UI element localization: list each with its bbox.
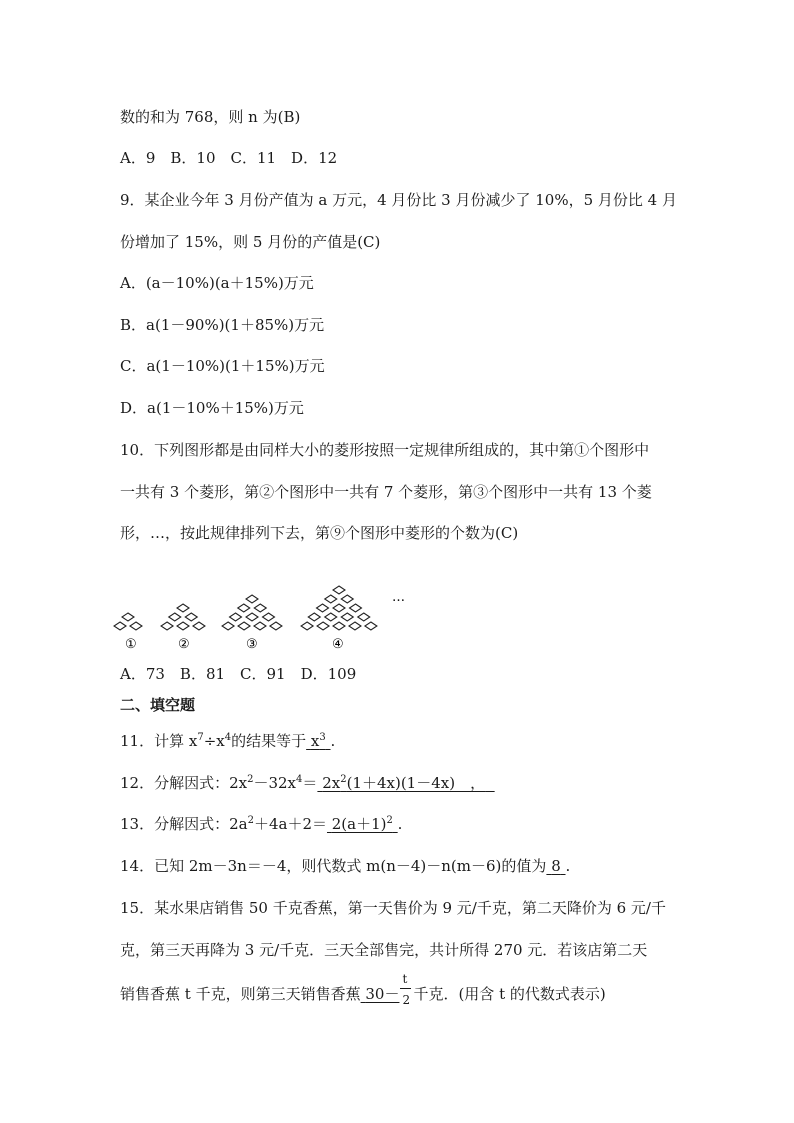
rhombus-fig2: [161, 622, 173, 630]
q15-answer: 30－ $\frac{t}{2}$: [361, 985, 414, 1003]
rhombus-fig3: [246, 595, 258, 603]
q9-option-a: A．(a－10%)(a＋15%)万元: [120, 274, 314, 292]
rhombus-fig4: [350, 604, 362, 612]
rhombus-fig4: [317, 622, 329, 630]
rhombus-fig4: [341, 595, 353, 603]
q10-line3: 形，…，按此规律排列下去，第⑨个图形中菱形的个数为(C): [120, 524, 519, 542]
rhombus-fig2: [185, 613, 197, 621]
figure-label-3: ③: [246, 637, 258, 652]
question-13: 13．分解因式：$2a^2+4a+2= 2(a+1)^2$ .: [120, 815, 403, 833]
rhombus-fig3: [246, 613, 258, 621]
q11-exp1: 7: [197, 732, 204, 743]
question-12: 12．分解因式：$2x^2-32x^4= 2x^2(1+4x)(1-4x)$ ，: [120, 773, 495, 793]
rhombus-fig1: [122, 613, 134, 621]
q13-answer: $2(a+1)^2$: [331, 815, 393, 833]
rhombus-fig4: [358, 613, 370, 621]
q12-answer: $2x^2(1+4x)(1-4x)$ ，: [322, 774, 486, 792]
q11-answer: $x^3$: [310, 732, 326, 750]
q14-answer: 8: [551, 857, 561, 875]
rhombus-fig4: [333, 586, 345, 594]
q8-options: A．9 B．10 C．11 D．12: [120, 149, 338, 167]
q9-option-d: D．a(1－10%＋15%)万元: [120, 399, 304, 417]
rhombus-fig3: [254, 622, 266, 630]
rhombus-fig4: [325, 613, 337, 621]
rhombus-fig4: [333, 622, 345, 630]
q9-line1: 9．某企业今年 3 月份产值为 a 万元，4 月份比 3 月份减少了 10%，5 月份比 4 月: [120, 191, 677, 209]
q11-exp2: 4: [224, 732, 232, 743]
rhombus-fig4: [325, 595, 337, 603]
rhombus-fig1: [114, 622, 126, 630]
rhombus-fig4: [341, 613, 353, 621]
rhombus-fig2: [169, 613, 181, 621]
rhombus-fig4: [301, 622, 313, 630]
rhombus-fig3: [238, 622, 250, 630]
q10-line2: 一共有 3 个菱形，第②个图形中一共有 7 个菱形，第③个图形中一共有 13 个菱: [120, 483, 652, 501]
rhombus-fig3: [222, 622, 234, 630]
q15-line3: 销售香蕉 t 千克，则第三天销售香蕉 30－ $\frac{t}{2}$ 千克．(用含 t 的代数式表示): [120, 972, 606, 1007]
question-14: 14．已知 2m－3n＝－4，则代数式 m(n－4)－n(m－6)的值为 8 .: [120, 857, 571, 875]
q11-tail: 的结果等于: [231, 732, 307, 750]
rhombus-fig4: [317, 604, 329, 612]
q10-line1: 10．下列图形都是由同样大小的菱形按照一定规律所组成的，其中第①个图形中: [120, 441, 650, 459]
figure-label-1: ①: [125, 637, 137, 652]
rhombus-fig3: [270, 622, 282, 630]
rhombus-fig3: [238, 604, 250, 612]
q11-mid: ÷x: [203, 732, 225, 750]
q10-options: A．73 B．81 C．91 D．109: [120, 665, 357, 683]
q9-option-b: B．a(1－90%)(1＋85%)万元: [120, 316, 325, 334]
q9-line2: 份增加了 15%，则 5 月份的产值是(C): [120, 233, 381, 251]
rhombus-fig2: [193, 622, 205, 630]
q15-fraction: $\frac{t}{2}$: [402, 972, 411, 1007]
rhombus-fig4: [333, 604, 345, 612]
rhombus-pattern-figure: [112, 557, 412, 653]
q8-stem: 数的和为 768，则 n 为(B): [120, 108, 301, 126]
q15-line1: 15．某水果店销售 50 千克香蕉，第一天售价为 9 元/千克，第二天降价为 6 元/千: [120, 899, 666, 917]
rhombus-fig3: [263, 613, 275, 621]
rhombus-fig3: [254, 604, 266, 612]
rhombus-fig2: [177, 622, 189, 630]
figure-ellipsis: …: [392, 590, 405, 605]
rhombus-fig1: [130, 622, 142, 630]
q9-option-c: C．a(1－10%)(1＋15%)万元: [120, 357, 325, 375]
rhombus-fig3: [230, 613, 242, 621]
rhombus-fig4: [308, 613, 320, 621]
figure-label-4: ④: [332, 637, 344, 652]
q11-prefix: 11．计算 x: [120, 732, 198, 750]
section-heading-fill-in: 二、填空题: [120, 696, 196, 714]
figure-label-2: ②: [178, 637, 190, 652]
rhombus-fig4: [365, 622, 377, 630]
question-11: 11．计算 $x^7\div x^4$的结果等于 $x^3$ .: [120, 732, 336, 750]
rhombus-fig2: [177, 604, 189, 612]
rhombus-fig4: [349, 622, 361, 630]
q15-line2: 克，第三天再降为 3 元/千克．三天全部售完，共计所得 270 元．若该店第二天: [120, 941, 648, 959]
